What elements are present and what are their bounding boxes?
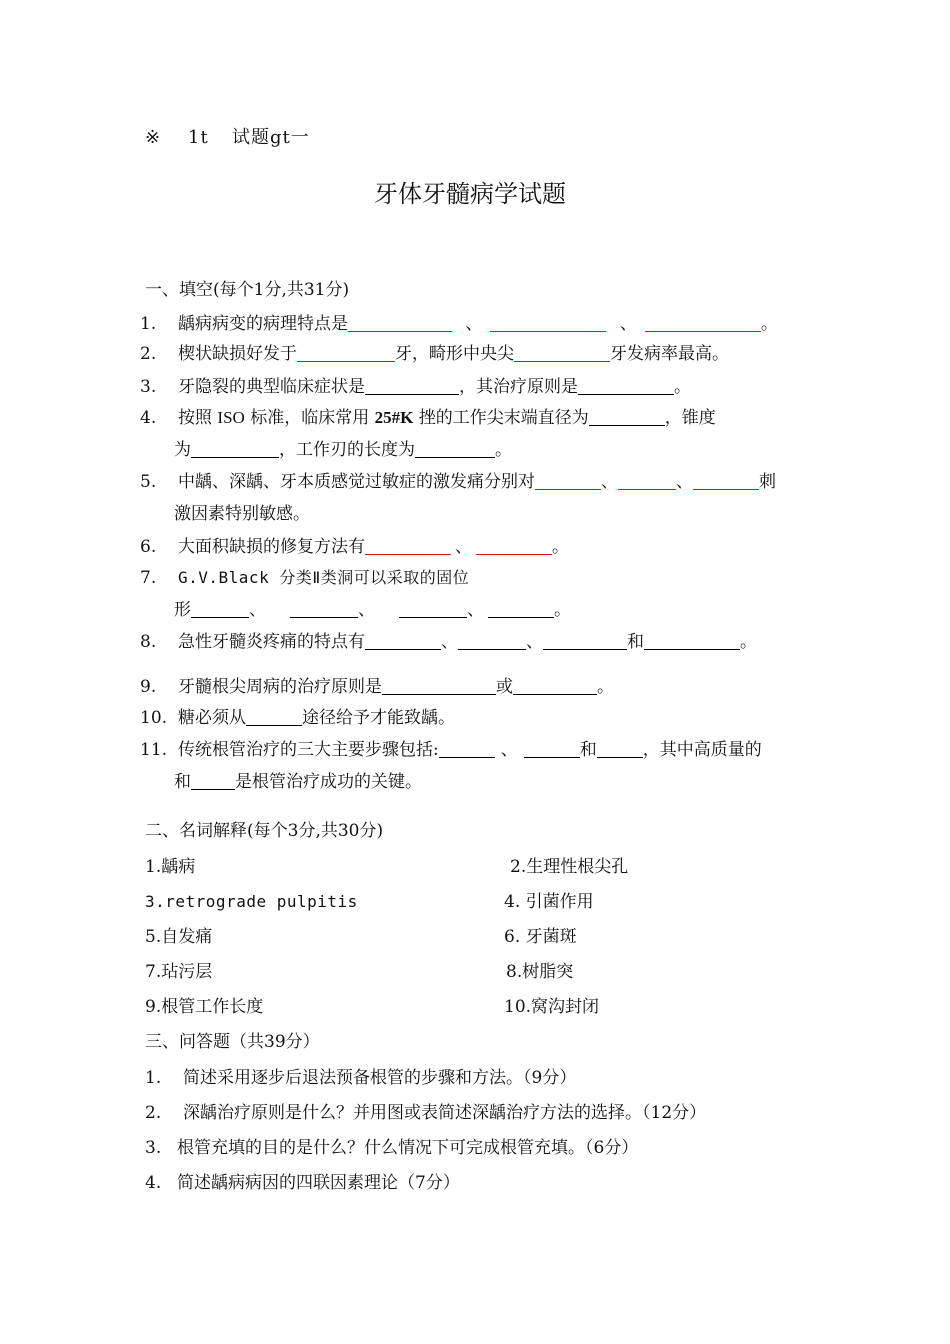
blank-7-2 [290,599,358,618]
q8-line: 8. 急性牙髓炎疼痛的特点有 、 、 和 。 [140,632,757,652]
essay-question-2: 2. 深龋治疗原则是什么？并用图或表简述深龋治疗方法的选择。（12分） [145,1103,707,1123]
blank-4-2 [191,439,279,458]
blank-1-1 [348,313,452,332]
blank-8-3 [543,631,627,650]
blank-6-2 [476,536,552,555]
blank-8-1 [365,631,441,650]
q2-line: 2. 楔状缺损好发于 牙，畸形中央尖 牙发病率最高。 [140,344,729,364]
term-4: 4. 引菌作用 [504,892,594,912]
blank-3-1 [365,376,459,395]
blank-5-2 [618,471,676,490]
blank-8-2 [458,631,526,650]
blank-7-1 [191,599,249,618]
blank-7-4 [488,599,554,618]
blank-11-4 [191,771,235,790]
blank-3-2 [578,376,674,395]
blank-1-2 [490,313,606,332]
blank-4-1 [589,407,665,426]
term-9: 9.根管工作长度 [145,997,264,1017]
blank-1-3 [645,313,761,332]
term-10: 10.窝沟封闭 [504,997,600,1017]
blank-4-3 [415,439,495,458]
blank-11-2 [524,739,580,758]
term-5: 5.自发痛 [145,927,213,947]
term-6: 6. 牙菌斑 [504,927,577,947]
blank-9-1 [382,676,496,695]
q10-line: 10. 糖必须从 途径给予才能致龋。 [140,708,455,728]
essay-question-1: 1. 简述采用逐步后退法预备根管的步骤和方法。（9分） [145,1068,577,1088]
blank-7-3 [399,599,467,618]
section3-heading: 三、问答题（共39分） [145,1032,320,1052]
q4-line1: 4. 按照 ISO 标准，临床常用 25#K 挫的工作尖末端直径为 ，锥度 [140,408,716,428]
blank-11-1 [439,739,495,758]
header-symbol: ※ [145,127,162,148]
essay-question-3: 3. 根管充填的目的是什么？什么情况下可完成根管充填。（6分） [145,1138,639,1158]
blank-9-2 [513,676,597,695]
blank-5-3 [693,471,759,490]
q6-line: 6. 大面积缺损的修复方法有 、 。 [140,537,569,557]
term-3: 3.retrograde pulpitis [145,892,358,911]
q9-line: 9. 牙髓根尖周病的治疗原则是 或 。 [140,677,614,697]
q7-line2: 形 、 、 、 。 [174,600,571,620]
term-2: 2.生理性根尖孔 [510,857,629,877]
q4-line2: 为 ，工作刃的长度为 。 [174,440,512,460]
q11-line2: 和 是根管治疗成功的关键。 [174,772,422,792]
term-1: 1.龋病 [145,857,196,877]
blank-11-3 [597,739,643,758]
q1-line: 1. 龋病病变的病理特点是 、 、 。 [140,314,778,334]
page-title: 牙体牙髓病学试题 [374,180,566,208]
blank-5-1 [535,471,601,490]
term-7: 7.玷污层 [145,962,213,982]
blank-6-1 [365,536,451,555]
q11-line1: 11. 传统根管治疗的三大主要步骤包括: 、 和 ，其中高质量的 [140,740,762,760]
header-code: 1t [188,127,209,148]
q3-line: 3. 牙隐裂的典型临床症状是 ，其治疗原则是 。 [140,377,691,397]
term-8: 8.树脂突 [506,962,574,982]
blank-2-2 [514,343,610,362]
blank-8-4 [644,631,740,650]
header-label: 试题gt一 [232,127,310,148]
q5-line2: 激因素特别敏感。 [174,504,310,524]
section2-heading: 二、名词解释(每个3分,共30分) [145,821,384,841]
blank-10-1 [246,707,302,726]
q7-line1: 7. G.V.Black 分类Ⅱ类洞可以采取的固位 [140,568,470,588]
section1-heading: 一、填空(每个1分,共31分) [145,280,350,300]
essay-question-4: 4. 简述龋病病因的四联因素理论（7分） [145,1173,460,1193]
blank-2-1 [297,343,395,362]
q5-line1: 5. 中龋、深龋、牙本质感觉过敏症的激发痛分别对 、 、 刺 [140,472,776,492]
